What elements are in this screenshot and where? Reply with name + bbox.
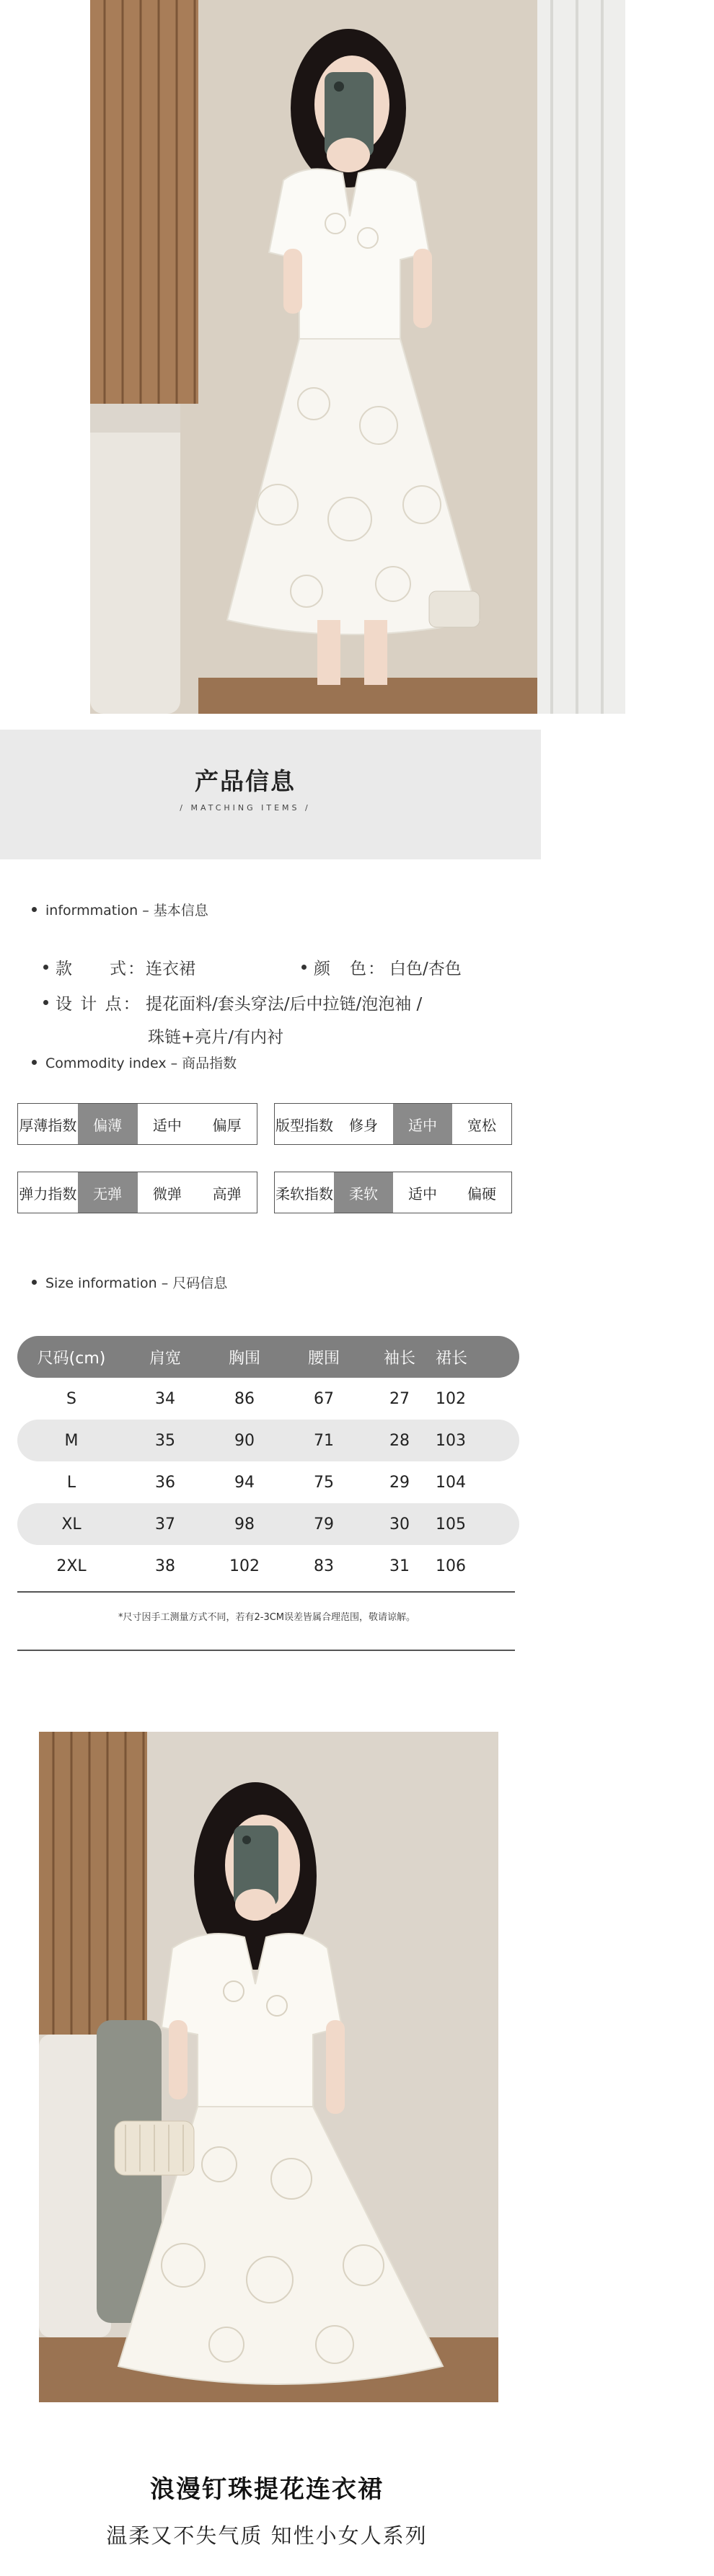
index-thickness <box>17 1103 257 1145</box>
size-cell: 90 <box>234 1431 255 1450</box>
index-option-selected: 柔软 <box>334 1172 393 1213</box>
size-cell: 31 <box>389 1557 410 1575</box>
size-cell: 102 <box>229 1557 260 1575</box>
size-cell: 94 <box>234 1473 255 1492</box>
attr-color: 颜 色： 白色/杏色 <box>301 955 462 979</box>
size-cell: L <box>66 1473 76 1492</box>
bullet-icon <box>43 1000 48 1005</box>
size-cell: 75 <box>314 1473 334 1492</box>
size-cell: 28 <box>389 1431 410 1450</box>
size-table-header <box>17 1336 519 1378</box>
index-fit <box>274 1103 512 1145</box>
basic-info-heading: informmation – 基本信息 <box>32 900 208 919</box>
column-header: 尺码(cm) <box>37 1349 106 1368</box>
size-cell: 38 <box>155 1557 175 1575</box>
index-label: 厚薄指数 <box>19 1116 77 1134</box>
size-cell: 106 <box>436 1557 466 1575</box>
size-cell: 30 <box>389 1515 410 1533</box>
index-option: 偏硬 <box>467 1185 496 1203</box>
size-cell: 34 <box>155 1389 175 1408</box>
table-divider <box>17 1650 515 1651</box>
size-cell: 86 <box>234 1389 255 1408</box>
table-row <box>17 1503 519 1545</box>
size-cell: 29 <box>389 1473 410 1492</box>
index-elasticity <box>17 1172 257 1213</box>
index-softness <box>274 1172 512 1213</box>
table-divider <box>17 1591 515 1593</box>
index-option: 微弹 <box>152 1185 182 1203</box>
size-cell: 36 <box>155 1473 175 1492</box>
page-title: 产品信息 <box>195 767 296 795</box>
index-option: 高弹 <box>212 1185 242 1203</box>
size-cell: M <box>64 1431 79 1450</box>
column-header: 袖长 <box>383 1349 415 1368</box>
product-caption-title: 浪漫钉珠提花连衣裙 <box>150 2475 384 2504</box>
column-header: 裙长 <box>436 1349 468 1368</box>
index-option: 适中 <box>152 1116 182 1134</box>
index-option-selected: 偏薄 <box>78 1104 138 1144</box>
attr-design: 设 计 点： 提花面料/套头穿法/后中拉链/泡泡袖 / <box>43 991 422 1014</box>
product-photo-1 <box>90 0 625 714</box>
bullet-icon <box>43 965 48 970</box>
size-cell: 2XL <box>56 1557 87 1575</box>
size-cell: 37 <box>155 1515 175 1533</box>
index-option: 修身 <box>349 1116 378 1134</box>
column-header: 腰围 <box>307 1349 340 1368</box>
size-cell: 98 <box>234 1515 255 1533</box>
size-cell: 79 <box>314 1515 334 1533</box>
size-cell: 102 <box>436 1389 466 1408</box>
index-option: 适中 <box>408 1185 437 1203</box>
size-cell: 103 <box>436 1431 466 1450</box>
index-label: 柔软指数 <box>276 1185 333 1203</box>
table-row <box>17 1545 519 1587</box>
size-cell: 104 <box>436 1473 466 1492</box>
table-row <box>17 1378 519 1420</box>
attr-style: 款 式：连衣裙 <box>43 955 195 979</box>
index-option: 宽松 <box>467 1116 496 1134</box>
size-note: *尺寸因手工测量方式不同，若有2-3CM误差皆属合理范围，敬请谅解。 <box>118 1612 416 1623</box>
index-option-selected: 无弹 <box>78 1172 138 1213</box>
bullet-icon <box>301 965 307 970</box>
size-cell: S <box>66 1389 76 1408</box>
product-caption-tagline: 温柔又不失气质 知性小女人系列 <box>106 2523 428 2548</box>
column-header: 肩宽 <box>149 1349 181 1368</box>
size-cell: 105 <box>436 1515 466 1533</box>
size-cell: 35 <box>155 1431 175 1450</box>
index-option-selected: 适中 <box>393 1104 452 1144</box>
attr-design-line2: 珠链+亮片/有内衬 <box>148 1028 284 1047</box>
size-info-heading: Size information – 尺码信息 <box>32 1272 227 1292</box>
index-option: 偏厚 <box>212 1116 242 1134</box>
size-cell: XL <box>61 1515 81 1533</box>
table-row <box>17 1461 519 1503</box>
table-row <box>17 1420 519 1461</box>
index-label: 弹力指数 <box>19 1185 77 1203</box>
index-label: 版型指数 <box>276 1116 333 1134</box>
size-cell: 27 <box>389 1389 410 1408</box>
size-cell: 71 <box>314 1431 334 1450</box>
size-cell: 67 <box>314 1389 334 1408</box>
page-subtitle: / MATCHING ITEMS / <box>180 803 311 813</box>
column-header: 胸围 <box>228 1349 260 1368</box>
commodity-index-heading: Commodity index – 商品指数 <box>32 1053 237 1072</box>
size-cell: 83 <box>314 1557 334 1575</box>
product-photo-2 <box>39 1732 498 2402</box>
size-table <box>17 1336 519 1587</box>
